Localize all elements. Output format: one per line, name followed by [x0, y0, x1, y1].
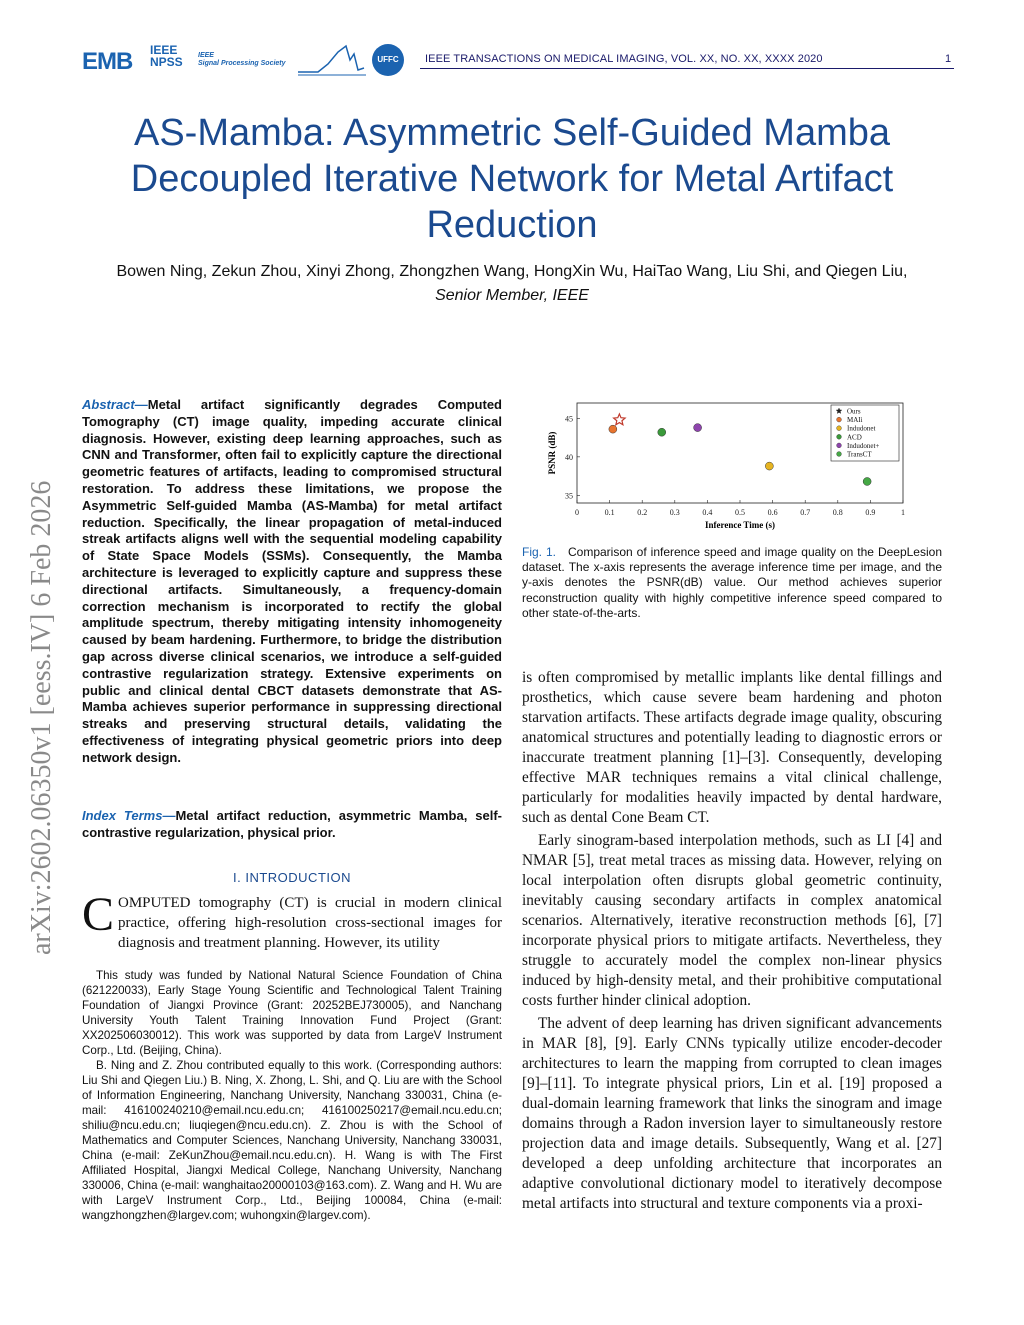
- figure-caption: [522, 545, 942, 621]
- abstract-text: Metal artifact significantly degrades Computed Tomography (CT) image quality, impeding accurate clinical diagnosis. However, existing deep learning approaches, such as CNN and Transformer, often fail to explicitly capture the directional geometric features of artifacts, leading to compromised structural restoration. To address these limitations, we propose the Asymmetric Self-guided Mamba (AS-Mamba) for metal artifact reduction. Specifically, the linear propagation of metal-induced streak artifacts aligns well with the sequential modeling capability of State Space Models (SSMs). Consequently, the Mamba architecture is leveraged to explicitly capture and suppress these directional artifacts. Simultaneously, a frequency-domain correction mechanism is incorporated to rectify the global amplitude spectrum, thereby mitigating intensity inhomogeneity caused by beam hardening. Furthermore, to bridge the distribution gap across diverse clinical scenarios, we introduce a self-guided contrastive regularization strategy. Extensive experiments on public and clinical dental CBCT datasets demonstrate that AS-Mamba achieves superior performance in suppressing directional streaks and preserving structural details, validating the effectiveness of integrating physical geometric priors into deep network design.: [82, 397, 502, 765]
- intro-text: OMPUTED tomography (CT) is crucial in modern clinical practice, offering high-resolution cross-sectional images for diagnosis and treatment planning. However, its utility: [118, 895, 502, 951]
- journal-header: IEEE TRANSACTIONS ON MEDICAL IMAGING, VOL. XX, NO. XX, XXXX 2020: [425, 53, 823, 65]
- emb-logo: EMB: [82, 48, 133, 75]
- legend-label: ACD: [847, 433, 862, 442]
- x-tick-label: 0.5: [735, 508, 745, 517]
- section-number: I.: [232, 870, 242, 885]
- x-tick-label: 0.3: [669, 508, 680, 517]
- legend-label: Indudonet+: [847, 441, 880, 450]
- section-title: INTRODUCTION: [245, 870, 352, 885]
- x-tick-label: 0.1: [604, 508, 615, 517]
- paper-title: AS-Mamba: Asymmetric Self-Guided Mamba Decoupled Iterative Network for Metal Artifact Reduction: [130, 112, 894, 246]
- x-axis-label: Inference Time (s): [705, 520, 775, 530]
- x-tick-label: 0.6: [767, 508, 778, 517]
- legend-marker: [837, 426, 842, 431]
- point-indudonet+: [694, 424, 702, 432]
- sps-ieee-text: IEEE: [198, 52, 214, 59]
- arxiv-stamp: arXiv:2602.06350v1 [eess.IV] 6 Feb 2026: [26, 480, 57, 955]
- body-paragraph-1: is often compromised by metallic implants like dental fillings and prosthetics, which cause severe beam hardening and photon starvation artifacts. These artifacts degrade image quality, obscuring anatomical structures and potentially leading to diagnostic errors or inaccurate treatment planning [1]–[3]. Consequently, developing effective MAR techniques remains a vital clinical challenge, particularly for modalities heavily impacted by dental hardware, such as dental Cone Beam CT.: [522, 669, 942, 826]
- figure-caption-text: Comparison of inference speed and image quality on the DeepLesion dataset. The x-axis represents the average inference time per image, and the y-axis denotes the PSNR(dB) value. Our method achieves superior reconstruction quality with highly competitive inference speed compared to other state-of-the-arts.: [522, 545, 942, 620]
- abstract-label: Abstract—: [82, 397, 148, 412]
- point-ours: [614, 414, 625, 425]
- dropcap: C: [82, 888, 115, 941]
- uffc-logo: UFFC: [372, 44, 404, 76]
- legend-label: TransCT: [847, 450, 872, 459]
- x-tick-label: 0: [575, 508, 579, 517]
- publisher-logos: [80, 40, 420, 85]
- body-paragraph-3: The advent of deep learning has driven significant advancements in MAR [8], [9]. Early CNNs typically utilize encoder-decoder architectures to learn the mapping from corrupted to clean images [9]–[11]. To integrate physical priors, Lin et al. [19] proposed a dual-domain learning framework that links the sinogram and image domains through a Radon inversion layer to simultaneously restore projection data and image details. Subsequently, Wang et al. [27] developed a deep unfolding architecture that incorporates an adaptive convolutional dictionary model to iteratively decompose metal artifacts into structural and texture components via a proxi-: [522, 1015, 942, 1212]
- point-indudonet: [765, 462, 773, 470]
- section-heading: [82, 870, 502, 885]
- legend-label: Ours: [847, 407, 861, 416]
- npss-logo: [150, 44, 183, 68]
- author-list: [100, 260, 924, 308]
- legend-label: MAIi: [847, 416, 863, 425]
- page-number: 1: [945, 53, 952, 65]
- abstract: [82, 397, 502, 767]
- legend-label: Indudonet: [847, 424, 876, 433]
- point-acd: [658, 428, 666, 436]
- x-tick-label: 0.7: [800, 508, 811, 517]
- x-tick-label: 0.2: [637, 508, 648, 517]
- body-paragraph-2: Early sinogram-based interpolation methods, such as LI [4] and NMAR [5], treat metal traces as missing data. However, relying on local interpolation often disrupts global geometric continuity, inevitably causing secondary artifacts in complex anatomical scenarios. Alternatively, iterative reconstruction methods [6], [7] incorporate physical priors to mitigate artifacts. Nevertheless, they struggle to accurately model the complex non-linear physics induced by high-density metal, and their prohibitive computational costs further hinder clinical adoption.: [522, 832, 942, 1009]
- sps-text: Signal Processing Society: [198, 60, 286, 67]
- x-tick-label: 0.4: [702, 508, 713, 517]
- figure-label: Fig. 1.: [522, 545, 556, 559]
- x-tick-label: 1: [901, 508, 905, 517]
- point-maii: [609, 425, 617, 433]
- sps-logo: [198, 52, 286, 68]
- x-tick-label: 0.8: [832, 508, 843, 517]
- sps-waveform-icon: [298, 42, 368, 78]
- funding-note: This study was funded by National Natural Science Foundation of China (621220033), Early Stage Young Scientific and Technological Talent Training Foundation of Jiangxi Province (Grant: 20252BEJ730005), and Nanchang University Youth Talent Training Innovation Fund Project (Grant: XX202506030012). This work was supported by data from LargeV Instrument Corp., Ltd. (Beijing, China).: [82, 969, 502, 1057]
- point-transct: [863, 477, 871, 485]
- intro-paragraph: [82, 888, 502, 953]
- affiliation-note: B. Ning and Z. Zhou contributed equally to this work. (Corresponding authors: Liu Shi and Qiegen Liu.) B. Ning, X. Zhong, L. Shi, and Q. Liu are with the School of Information Engineering, Nanchang University, Nanchang 330031, China (e-mail: 416100240210@email.ncu.edu.cn; 416100250217@email.ncu.edu.cn; shiliu@ncu.edu.cn; liuqiegen@ncu.edu.cn). Z. Zhou is with the School of Mathematics and Computer Sciences, Nanchang University, Nanchang 330031, China (e-mail: ZeKunZhou@email.ncu.edu.cn). H. Wang is with The First Affiliated Hospital, Jiangxi Medical College, Nanchang University, Nanchang 330006, China (e-mail: wanghaitao20000103@163.com). Z. Wang and H. Wu are with LargeV Instrument Corp., Ltd., Beijing 100084, China (e-mail: wangzhongzhen@largev.com; wuhongxin@largev.com).: [82, 1059, 502, 1222]
- author-names: Bowen Ning, Zekun Zhou, Xinyi Zhong, Zhongzhen Wang, HongXin Wu, HaiTao Wang, Liu Shi, and Qiegen Liu,: [116, 263, 908, 280]
- index-terms-text: Metal artifact reduction, asymmetric Mamba, self-contrastive regularization, physical prior.: [82, 808, 503, 840]
- legend-marker: [837, 443, 842, 448]
- scatter-chart: [545, 395, 915, 535]
- npss-text: NPSS: [150, 55, 183, 69]
- header-rule: [420, 68, 954, 69]
- right-column-body: [522, 668, 942, 1217]
- legend-marker: [837, 434, 842, 439]
- index-terms-label: Index Terms—: [82, 808, 176, 823]
- footnote: [82, 968, 502, 1223]
- y-tick-label: 35: [565, 491, 573, 501]
- legend-marker: [837, 417, 842, 422]
- npss-ieee-text: IEEE: [150, 43, 178, 57]
- y-tick-label: 45: [565, 414, 573, 424]
- y-axis-label: PSNR (dB): [547, 431, 557, 475]
- x-tick-label: 0.9: [865, 508, 876, 517]
- legend-marker: [837, 452, 842, 457]
- index-terms: [82, 807, 502, 841]
- author-role: Senior Member, IEEE: [435, 287, 589, 304]
- y-tick-label: 40: [565, 452, 573, 462]
